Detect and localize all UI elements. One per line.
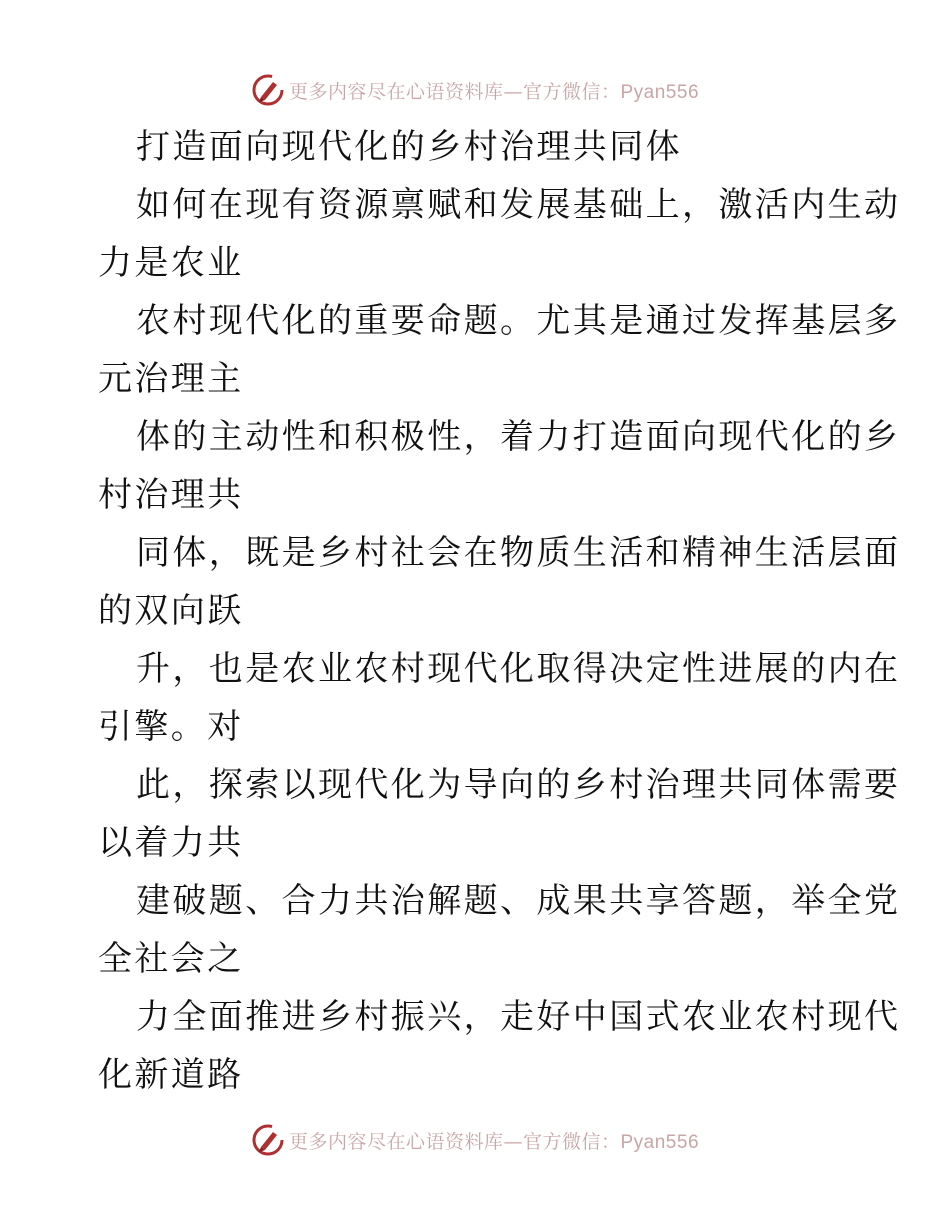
watermark-handle: Pyan556 (620, 1131, 700, 1153)
text-line: 化新道路 (98, 1055, 244, 1095)
text-line: 的双向跃 (98, 591, 244, 631)
text-line: 农村现代化的重要命题。尤其是通过发挥基层多 (136, 301, 901, 341)
pen-nib-logo-icon (251, 1123, 285, 1157)
text-line: 同体，既是乡村社会在物质生活和精神生活层面 (136, 533, 901, 573)
text-line: 力全面推进乡村振兴，走好中国式农业农村现代 (136, 997, 901, 1037)
document-body (98, 118, 901, 1104)
footer-watermark (0, 1120, 950, 1160)
text-line: 打造面向现代化的乡村治理共同体 (136, 127, 682, 167)
text-line: 村治理共 (98, 475, 244, 515)
text-line: 全社会之 (98, 939, 244, 979)
text-line: 建破题、合力共治解题、成果共享答题，举全党 (136, 881, 901, 921)
pen-nib-logo-icon (251, 73, 285, 107)
watermark-text: 更多内容尽在心语资料库—官方微信：Pyan556 (288, 80, 700, 103)
text-line: 以着力共 (98, 823, 244, 863)
text-line: 力是农业 (98, 243, 244, 283)
header-watermark (0, 70, 950, 110)
text-line: 如何在现有资源禀赋和发展基础上，激活内生动 (136, 185, 901, 225)
watermark-handle: Pyan556 (620, 81, 700, 103)
text-line: 此，探索以现代化为导向的乡村治理共同体需要 (136, 765, 901, 805)
text-line: 升，也是农业农村现代化取得决定性进展的内在 (136, 649, 901, 689)
text-line: 元治理主 (98, 359, 244, 399)
text-line: 体的主动性和积极性，着力打造面向现代化的乡 (136, 417, 901, 457)
watermark-text: 更多内容尽在心语资料库—官方微信：Pyan556 (288, 1130, 700, 1153)
text-line: 引擎。对 (98, 707, 244, 747)
